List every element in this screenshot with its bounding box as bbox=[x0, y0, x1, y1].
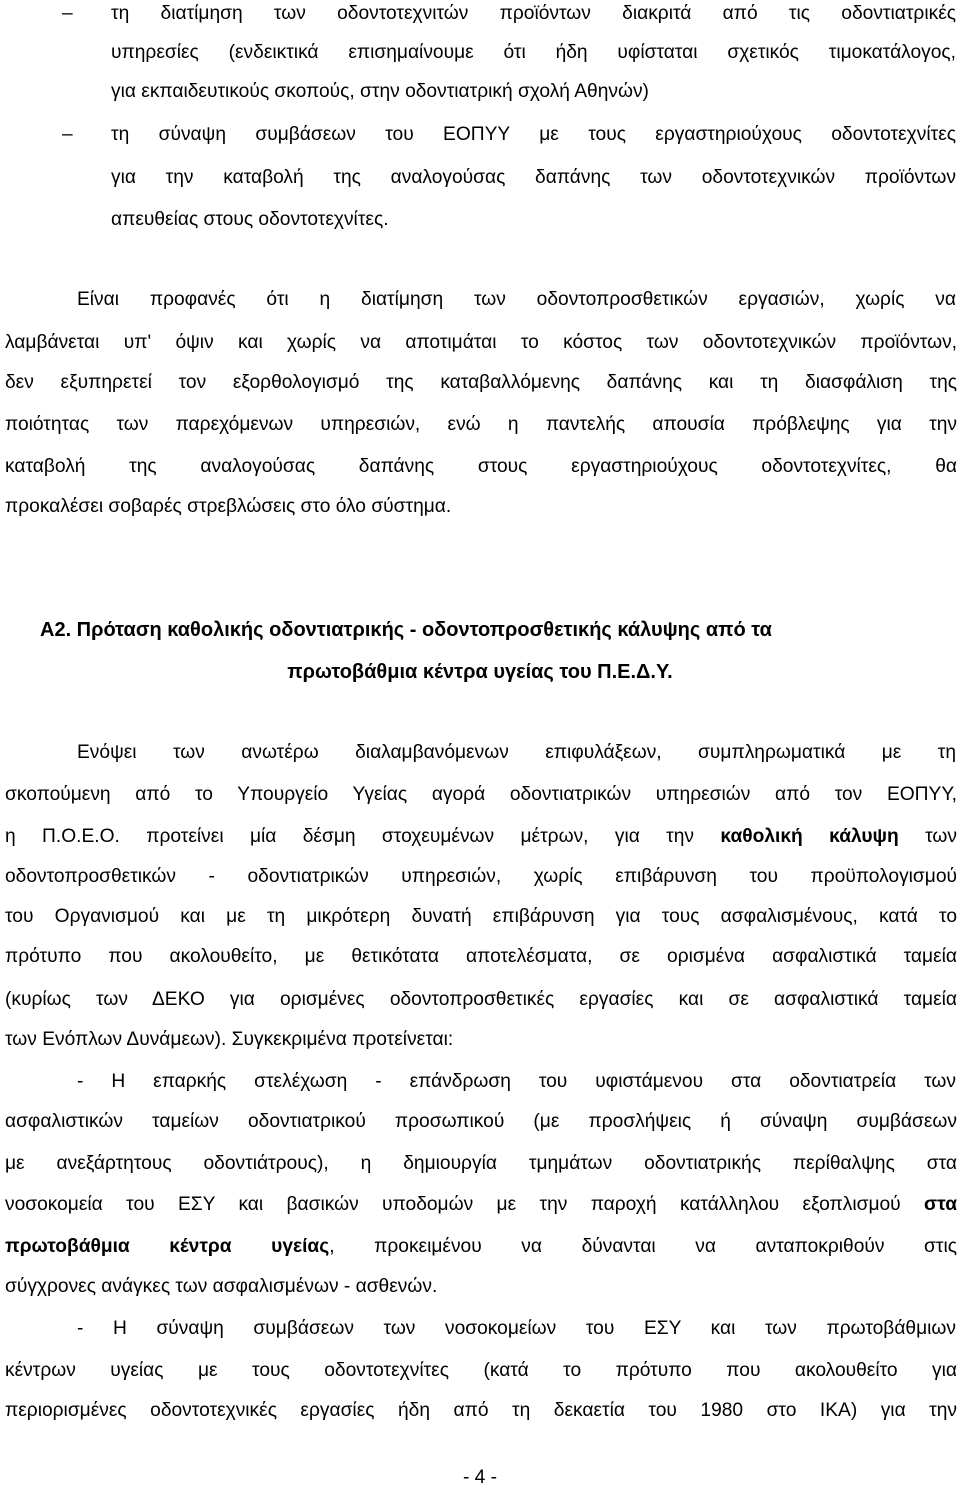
measure-1-line-4 bbox=[5, 1190, 957, 1220]
paragraph-2-line-7: (κυρίως των ΔΕΚΟ για ορισμένες οδοντοπροσθετικές εργασίες και σε ασφαλιστικά ταμεία bbox=[5, 989, 957, 1010]
dash-bullet-1: – bbox=[62, 3, 73, 24]
bold-text-run: στα bbox=[924, 1194, 957, 1215]
text-run: , προκειμένου να δύνανται να ανταποκριθούν στις bbox=[329, 1236, 957, 1257]
paragraph-2-line-5: του Οργανισμού και με τη μικρότερη δυνατή επιβάρυνση για τους ασφαλισμένους, κατά το bbox=[5, 906, 957, 927]
measure-1-line-5 bbox=[5, 1232, 957, 1262]
paragraph-1-line-6: προκαλέσει σοβαρές στρεβλώσεις στο όλο σύστημα. bbox=[5, 496, 452, 517]
page-number: - 4 - bbox=[462, 1467, 498, 1488]
paragraph-1-line-5: καταβολή της αναλογούσας δαπάνης στους εργαστηριούχους οδοντοτεχνίτες, θα bbox=[5, 456, 957, 477]
paragraph-1-line-3: δεν εξυπηρετεί τον εξορθολογισμό της καταβαλλόμενης δαπάνης και τη διασφάλιση της bbox=[5, 372, 957, 393]
paragraph-2-line-4: οδοντοπροσθετικών - οδοντιατρικών υπηρεσιών, χωρίς επιβάρυνση του προϋπολογισμού bbox=[5, 866, 957, 887]
measure-1-line-3: με ανεξάρτητους οδοντιάτρους), η δημιουργία τμημάτων οδοντιατρικής περίθαλψης στα bbox=[5, 1153, 957, 1174]
paragraph-2-line-6: πρότυπο που ακολουθείτο, με θετικότατα αποτελέσματα, σε ορισμένα ασφαλιστικά ταμεία bbox=[5, 946, 957, 967]
section-heading-line-1: Α2. Πρόταση καθολικής οδοντιατρικής - οδοντοπροσθετικής κάλυψης από τα bbox=[40, 619, 772, 641]
paragraph-2-line-3 bbox=[5, 822, 957, 852]
measure-1-line-2: ασφαλιστικών ταμείων οδοντιατρικού προσωπικού (με προσλήψεις ή σύναψη συμβάσεων bbox=[5, 1111, 957, 1132]
paragraph-1-line-1: Είναι προφανές ότι η διατίμηση των οδοντοπροσθετικών εργασιών, χωρίς να bbox=[77, 289, 956, 310]
bold-text-run: πρωτοβάθμια κέντρα υγείας bbox=[5, 1236, 330, 1257]
measure-1-line-1: - Η επαρκής στελέχωση - επάνδρωση του υφιστάμενου στα οδοντιατρεία των bbox=[77, 1071, 956, 1092]
measure-1-line-6: σύγχρονες ανάγκες των ασφαλισμένων - ασθενών. bbox=[5, 1276, 438, 1297]
paragraph-2-line-1: Ενόψει των ανωτέρω διαλαμβανόμενων επιφυλάξεων, συμπληρωματικά με τη bbox=[77, 742, 956, 763]
bullet-2-line-1: τη σύναψη συμβάσεων του ΕΟΠΥΥ με τους εργαστηριούχους οδοντοτεχνίτες bbox=[111, 124, 956, 145]
text-run: των bbox=[898, 826, 957, 847]
bullet-1-line-2: υπηρεσίες (ενδεικτικά επισημαίνουμε ότι ήδη υφίσταται σχετικός τιμοκατάλογος, bbox=[111, 42, 956, 63]
text-run: η Π.Ο.Ε.Ο. προτείνει μία δέσμη στοχευμένων μέτρων, για την bbox=[5, 826, 721, 847]
measure-2-line-2: κέντρων υγείας με τους οδοντοτεχνίτες (κατά το πρότυπο που ακολουθείτο για bbox=[5, 1360, 957, 1381]
paragraph-2-line-8: των Ενόπλων Δυνάμεων). Συγκεκριμένα προτείνεται: bbox=[5, 1029, 454, 1050]
section-heading-line-2: πρωτοβάθμια κέντρα υγείας του Π.Ε.Δ.Υ. bbox=[287, 661, 673, 683]
measure-2-line-3: περιορισμένες οδοντοτεχνικές εργασίες ήδη από τη δεκαετία του 1980 στο ΙΚΑ) για την bbox=[5, 1400, 957, 1421]
bullet-1-line-3: για εκπαιδευτικούς σκοπούς, στην οδοντιατρική σχολή Αθηνών) bbox=[111, 81, 649, 102]
paragraph-2-line-2: σκοπούμενη από το Υπουργείο Υγείας αγορά οδοντιατρικών υπηρεσιών από τον ΕΟΠΥΥ, bbox=[5, 784, 957, 805]
paragraph-1-line-2: λαμβάνεται υπ' όψιν και χωρίς να αποτιμάται το κόστος των οδοντοτεχνικών προϊόντων, bbox=[5, 332, 957, 353]
dash-bullet-2: – bbox=[62, 124, 73, 145]
bullet-2-line-3: απευθείας στους οδοντοτεχνίτες. bbox=[111, 209, 389, 230]
paragraph-1-line-4: ποιότητας των παρεχόμενων υπηρεσιών, ενώ η παντελής απουσία πρόβλεψης για την bbox=[5, 414, 957, 435]
bullet-1-line-1: τη διατίμηση των οδοντοτεχνιτών προϊόντων διακριτά από τις οδοντιατρικές bbox=[111, 3, 956, 24]
measure-2-line-1: - Η σύναψη συμβάσεων των νοσοκομείων του ΕΣΥ και των πρωτοβάθμιων bbox=[77, 1318, 956, 1339]
text-run: νοσοκομεία του ΕΣΥ και βασικών υποδομών με την παροχή κατάλληλου εξοπλισμού bbox=[5, 1194, 925, 1215]
bold-text-run: καθολική κάλυψη bbox=[720, 826, 899, 847]
bullet-2-line-2: για την καταβολή της αναλογούσας δαπάνης των οδοντοτεχνικών προϊόντων bbox=[111, 167, 956, 188]
